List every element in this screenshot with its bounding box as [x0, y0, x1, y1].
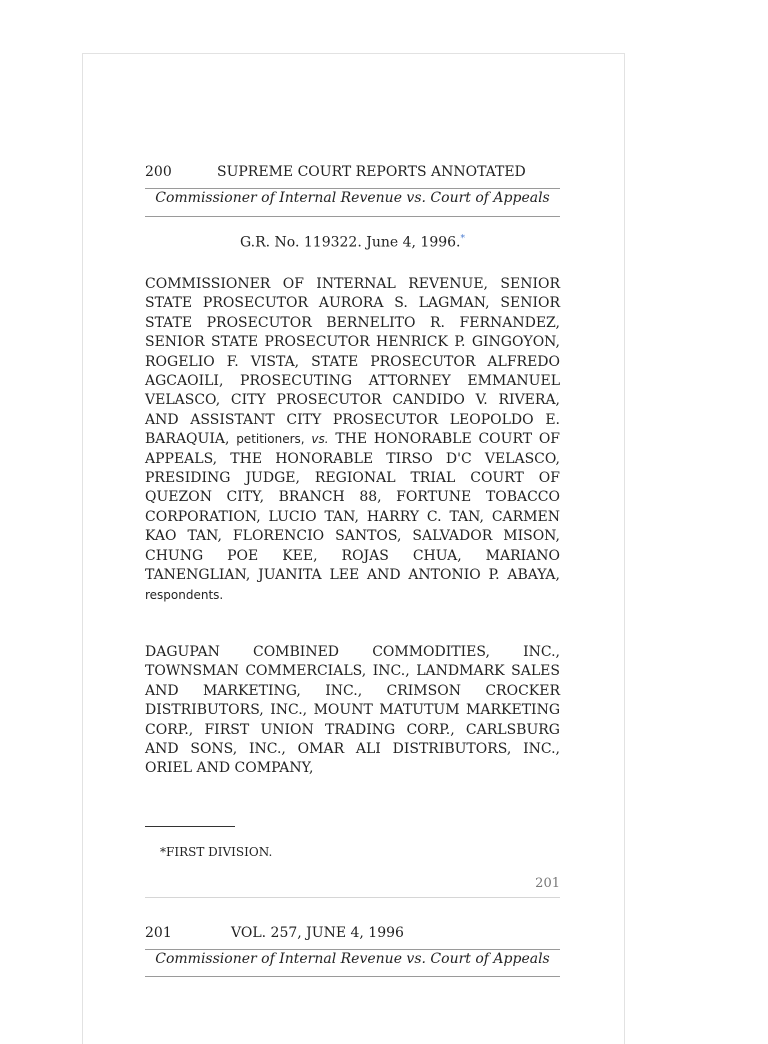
running-title: SUPREME COURT REPORTS ANNOTATED — [217, 164, 526, 180]
subtitle-rule-2 — [145, 976, 560, 977]
petitioners-names: COMMISSIONER OF INTERNAL REVENUE, SENIOR STATE PROSECUTOR AURORA S. LAGMAN, SENIOR STATE PROSECUTOR BERNELITO R. FERNANDEZ, SENIOR STATE PROSECUTOR HENRICK P. GINGOYON, ROGELIO F. VISTA, STATE PROSECUTOR ALFREDO AGCAOILI, PROSECUTING ATTORNEY EMMANUEL VELASCO, CITY PROSECUTOR CANDIDO V. RIVERA, AND ASSISTANT CITY PROSECUTOR LEOPOLDO E. BARAQUIA, — [145, 276, 560, 448]
intervenors-block — [145, 643, 560, 779]
header-rule — [145, 188, 560, 189]
case-subtitle-2: Commissioner of Internal Revenue vs. Court of Appeals — [155, 951, 550, 967]
intervenors-names: DAGUPAN COMBINED COMMODITIES, INC., TOWNSMAN COMMERCIALS, INC., LANDMARK SALES AND MARKETING, INC., CRIMSON CROCKER DISTRIBUTORS, INC., MOUNT MATUTUM MARKETING CORP., FIRST UNION TRADING CORP., CARLSBURG AND SONS, INC., OMAR ALI DISTRIBUTORS, INC., ORIEL AND COMPANY, — [145, 644, 560, 777]
vs-label: vs. — [311, 432, 329, 447]
respondents-label: respondents. — [145, 587, 224, 602]
petitioners-label: petitioners, — [236, 432, 305, 447]
respondents-names: THE HONORABLE COURT OF APPEALS, THE HONORABLE TIRSO D'C VELASCO, PRESIDING JUDGE, REGIONAL TRIAL COURT OF QUEZON CITY, BRANCH 88, FORTUNE TOBACCO CORPORATION, LUCIO TAN, HARRY C. TAN, CARMEN KAO TAN, FLORENCIO SANTOS, SALVADOR MISON, CHUNG POE KEE, ROJAS CHUA, MARIANO TANENGLIAN, JUANITA LEE AND ANTONIO P. ABAYA, — [145, 431, 561, 584]
subtitle-rule — [145, 216, 560, 217]
footer-page-number: 201 — [535, 876, 560, 891]
page-separator — [145, 897, 560, 898]
footnote: *FIRST DIVISION. — [160, 845, 273, 859]
case-subtitle: Commissioner of Internal Revenue vs. Court of Appeals — [155, 190, 550, 206]
parties-block — [145, 275, 560, 605]
page-number-2: 201 — [145, 925, 172, 941]
page-number: 200 — [145, 164, 172, 180]
header-rule-2 — [145, 949, 560, 950]
footnote-link[interactable]: * — [460, 234, 466, 244]
volume-line: VOL. 257, JUNE 4, 1996 — [231, 925, 404, 941]
gr-number-line — [145, 234, 560, 251]
gr-number: G.R. No. 119322. June 4, 1996. — [239, 234, 461, 251]
footnote-rule — [145, 826, 235, 827]
